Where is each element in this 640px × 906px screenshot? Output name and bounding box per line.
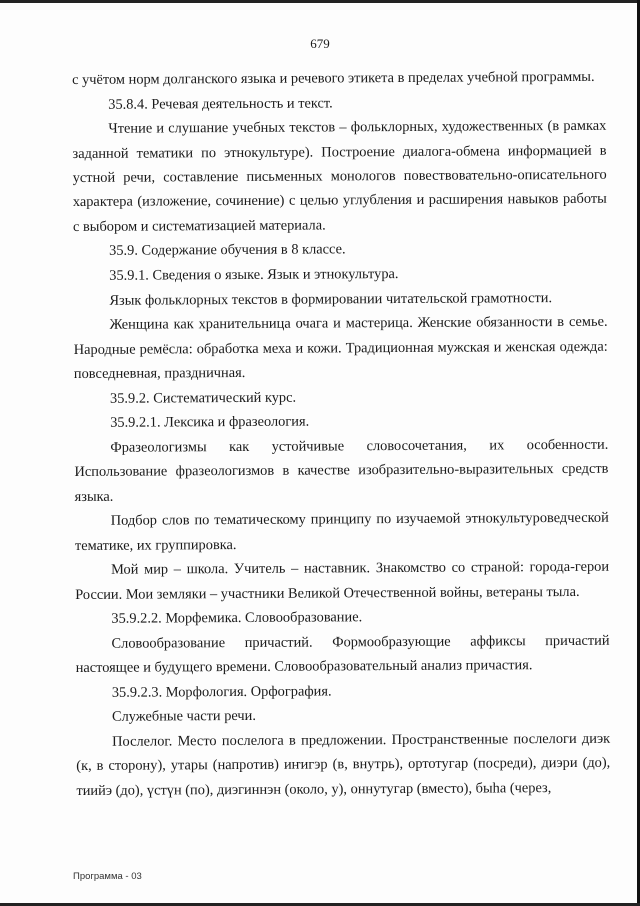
scan-edge-top [0, 0, 640, 3]
paragraph: Женщина как хранительница очага и мастерица. Женские обязанности в семье. Народные ремёсла: обработка меха и кожи. Традиционная мужская и женская одежда: повседневная, праздничная. [73, 313, 608, 382]
section-heading-35-9-2-1: 35.9.2.1. Лексика и фразеология. [110, 413, 310, 431]
section-heading-35-8-4: 35.8.4. Речевая деятельность и текст. [108, 95, 333, 113]
page-number: 679 [310, 36, 330, 51]
body-text [72, 65, 610, 804]
paragraph: Послелог. Место послелога в предложении. Пространственные послелоги диэк (к, в сторону), утары (напротив) иҥигэр (в, внутрь), ортотугар (посреди), диэри (до), тиийэ (до), үстүн (по), диэгиннэн (около, у), оннутугар (вместо), быһа (через, [76, 730, 611, 799]
section-heading-35-9-2: 35.9.2. Систематический курс. [109, 389, 297, 407]
footer-label: Программа - 03 [73, 871, 142, 882]
paragraph: Фразеологизмы как устойчивые словосочетания, их особенности. Использование фразеологизмов в качестве изобразительно-выразительных средств языка. [74, 436, 609, 505]
paragraph: Подбор слов по тематическому принципу по изучаемой этнокультуроведческой тематике, их группировка. [74, 509, 609, 554]
section-heading-35-9-2-2: 35.9.2.2. Морфемика. Словообразование. [111, 609, 363, 627]
paragraph-continuation: с учётом норм долганского языка и речевого этикета в пределах учебной программы. [72, 68, 595, 88]
paragraph: Мой мир – школа. Учитель – наставник. Знакомство со страной: города-герои России. Мои земляки – участники Великой Отечественной войны, ветераны тыла. [75, 558, 610, 603]
paragraph: Чтение и слушание учебных текстов – фольклорных, художественных (в рамках заданной тематики по этнокультуре). Построение диалога-обмена информацией в устной речи, составление письменных монологов повествовательно-описательного характера (изложение, сочинение) с целью углубления и расширения навыков работы с выбором и систематизацией материала. [72, 117, 607, 235]
paragraph: Язык фольклорных текстов в формировании читательской грамотности. [109, 289, 553, 309]
section-heading-35-9-1: 35.9.1. Сведения о языке. Язык и этнокультура. [109, 266, 399, 284]
paragraph: Словообразование причастий. Формообразующие аффиксы причастий настоящее и будущего времени. Словообразовательный анализ причастия. [75, 632, 610, 677]
section-heading-35-9-2-3: 35.9.2.3. Морфология. Орфография. [111, 683, 332, 701]
section-heading-35-9: 35.9. Содержание обучения в 8 классе. [109, 241, 346, 260]
paragraph: Служебные части речи. [111, 708, 256, 726]
